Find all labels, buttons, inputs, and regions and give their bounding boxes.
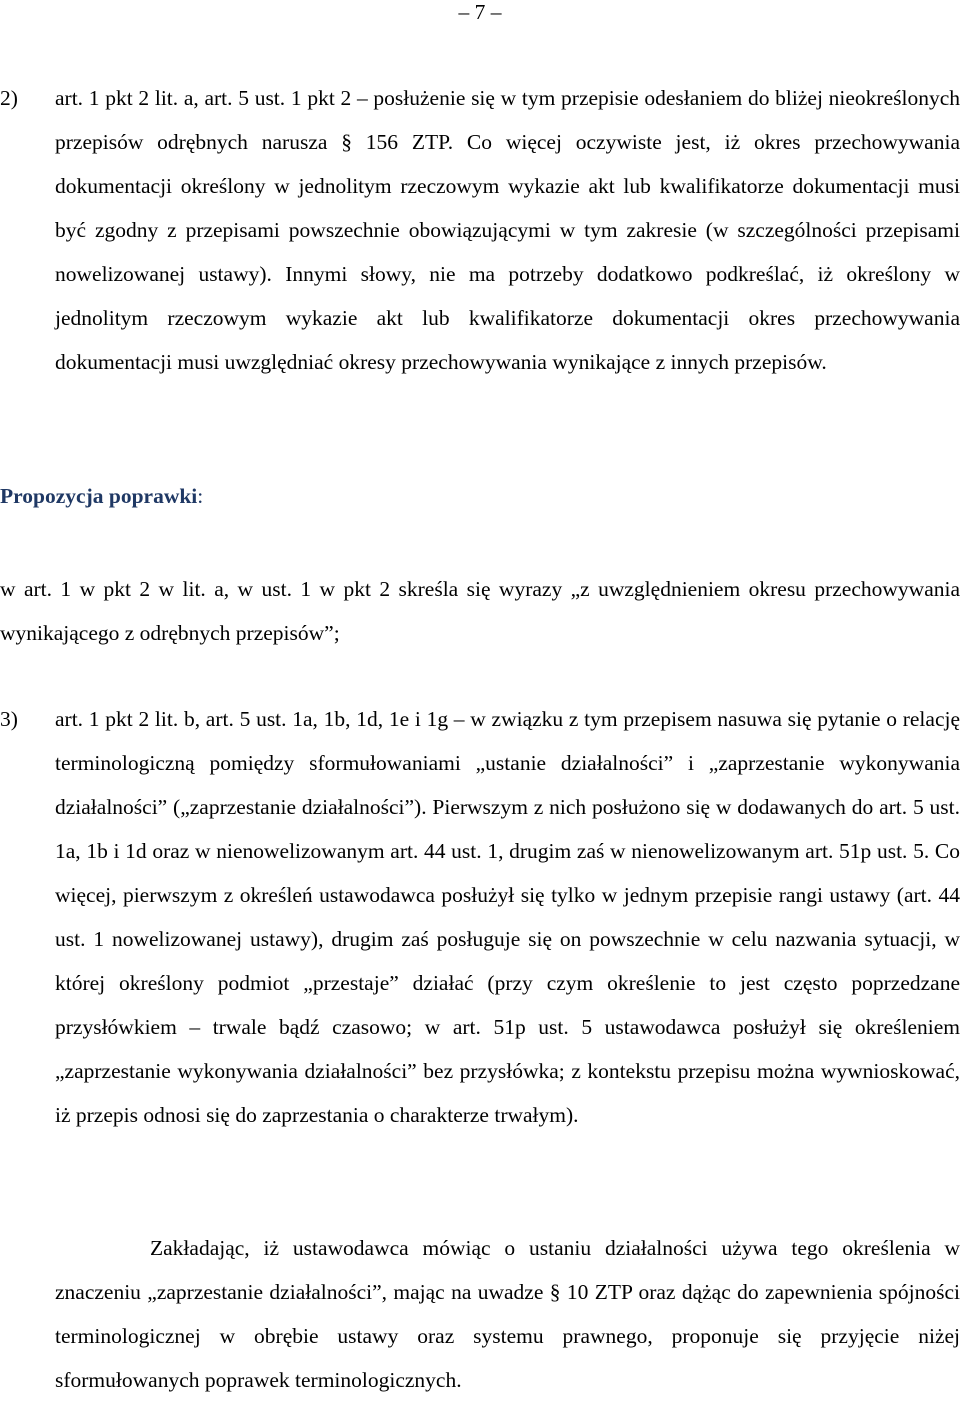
list-item-3	[0, 697, 960, 1137]
list-item-text: art. 1 pkt 2 lit. b, art. 5 ust. 1a, 1b, 1d, 1e i 1g – w związku z tym przepisem nasuwa się pytanie o relację terminologiczną pomiędzy sformułowaniami „ustanie działalności” i „zaprzestanie wykonywania działalności” („zaprzestanie działalności”). Pierwszym z nich posłużono się w dodawanych do art. 5 ust. 1a, 1b i 1d oraz w nienowelizowanym art. 44 ust. 1, drugim zaś w nienowelizowanym art. 51p ust. 5. Co więcej, pierwszym z określeń ustawodawca posłużył się tylko w jednym przepisie rangi ustawy (art. 44 ust. 1 nowelizowanej ustawy), drugim zaś posługuje się on powszechnie w celu nazwania sytuacji, w której określony podmiot „przestaje” działać (przy czym określenie to jest często poprzedzane przysłówkiem – trwale bądź czasowo; w art. 51p ust. 5 ustawodawca posłużył się określeniem „zaprzestanie wykonywania działalności” bez przysłówka; z kontekstu przepisu można wywnioskować, iż przepis odnosi się do zaprzestania o charakterze trwałym).	[55, 707, 960, 1127]
proposal-text: w art. 1 w pkt 2 w lit. a, w ust. 1 w pkt 2 skreśla się wyrazy „z uwzględnieniem okresu przechowywania wynikającego z odrębnych przepisów”;	[0, 577, 960, 645]
proposal-heading	[0, 474, 203, 518]
page-number: – 7 –	[458, 0, 502, 24]
list-item-2	[0, 76, 960, 384]
list-item-number: 2)	[0, 86, 18, 110]
list-item-number: 3)	[0, 707, 18, 731]
proposal-heading-label: Propozycja poprawki	[0, 484, 198, 508]
continuation-paragraph: Zakładając, iż ustawodawca mówiąc o ustaniu działalności używa tego określenia w znaczeniu „zaprzestanie działalności”, mając na uwadze § 10 ZTP oraz dążąc do zapewnienia spójności terminologicznej w obrębie ustawy oraz systemu prawnego, proponuje się przyjęcie niżej sformułowanych poprawek terminologicznych.	[55, 1236, 960, 1392]
proposal-heading-colon: :	[197, 484, 204, 508]
list-item-text: art. 1 pkt 2 lit. a, art. 5 ust. 1 pkt 2 – posłużenie się w tym przepisie odesłaniem do bliżej nieokreślonych przepisów odrębnych narusza § 156 ZTP. Co więcej oczywiste jest, iż okres przechowywania dokumentacji określony w jednolitym rzeczowym wykazie akt lub kwalifikatorze dokumentacji musi być zgodny z przepisami powszechnie obowiązującymi w tym zakresie (w szczególności przepisami nowelizowanej ustawy). Innymi słowy, nie ma potrzeby dodatkowo podkreślać, iż określony w jednolitym rzeczowym wykazie akt lub kwalifikatorze dokumentacji okres przechowywania dokumentacji musi uwzględniać okresy przechowywania wynikające z innych przepisów.	[55, 86, 960, 374]
